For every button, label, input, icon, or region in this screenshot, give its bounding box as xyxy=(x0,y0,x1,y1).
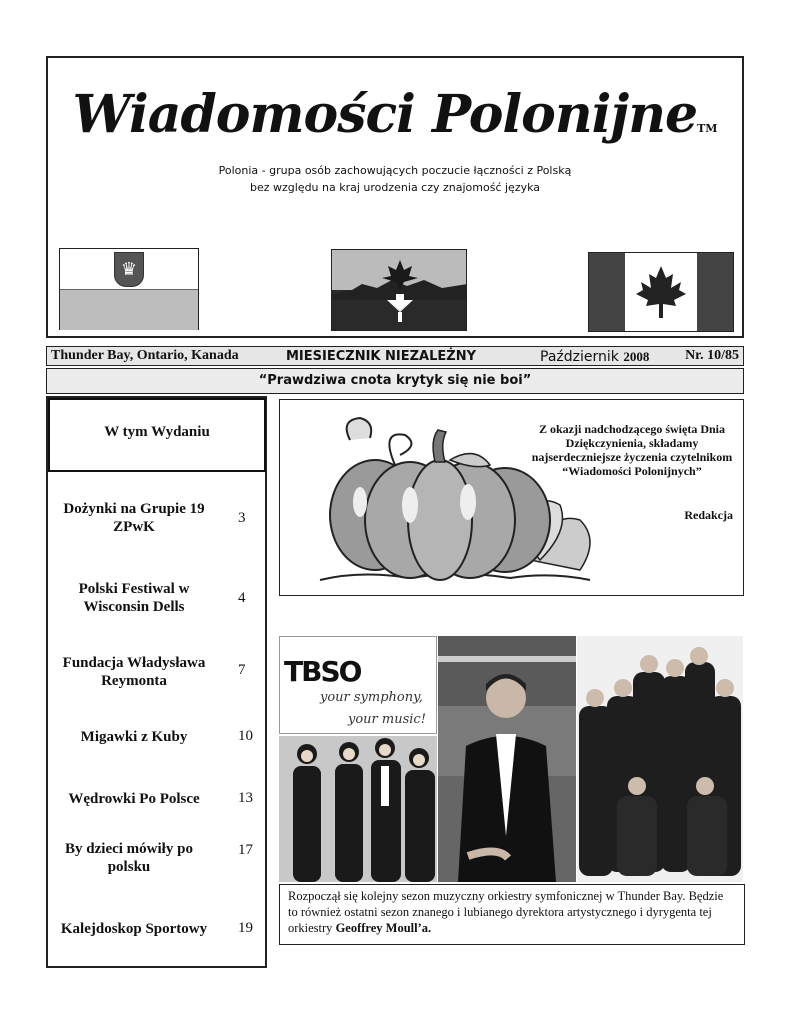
independent-monthly-label: MIESIECZNIK NIEZALEŻNY xyxy=(286,349,476,364)
toc-item-title: Dożynki na Grupie 19 ZPwK xyxy=(63,501,205,535)
toc-item-page: 17 xyxy=(238,842,253,858)
toc-item-page: 10 xyxy=(238,728,253,744)
subtitle xyxy=(48,162,742,196)
toc-item-title: Polski Festiwal w Wisconsin Dells xyxy=(78,581,190,615)
caption-conductor-name: Geoffrey Moull’a. xyxy=(335,921,432,935)
greeting-text: Z okazji nadchodzącego święta Dnia Dziękczynienia, składamy najserdeczniejsze życzenia czytelnikom “Wiadomości Polonijnych” xyxy=(531,422,733,478)
toc-item-title: Kalejdoskop Sportowy xyxy=(60,921,208,937)
tbso-tagline-1: your symphony, xyxy=(320,690,423,705)
tbso-logo: TBSO xyxy=(284,655,361,688)
trademark: TM xyxy=(697,122,718,135)
masthead-frame xyxy=(46,56,744,338)
toc-item-title: Migawki z Kuby xyxy=(80,729,188,745)
maple-leaf-icon xyxy=(636,264,686,320)
toc-item-title: Wędrowki Po Polsce xyxy=(68,791,200,807)
polish-eagle-icon: ♛ xyxy=(114,252,144,287)
tbso-tagline-2: your music! xyxy=(348,712,426,727)
issue-month: Październik xyxy=(540,349,619,365)
toc-item-page: 3 xyxy=(238,510,246,526)
location-text: Thunder Bay, Ontario, Kanada xyxy=(51,348,239,363)
quartet-photo xyxy=(279,736,437,882)
tbso-tagline xyxy=(320,687,426,731)
toc-item-title: Fundacja Władysława Reymonta xyxy=(62,655,206,689)
orchestra-group-photo xyxy=(577,636,743,882)
greeting-signature: Redakcja xyxy=(684,508,733,522)
toc-item-page: 19 xyxy=(238,920,253,936)
conductor-photo xyxy=(438,636,576,882)
toc-item-page: 7 xyxy=(238,662,246,678)
issue-info-bar xyxy=(46,346,744,366)
toc-item-title: By dzieci mówiły po polsku xyxy=(65,841,193,875)
toc-item-page: 4 xyxy=(238,590,246,606)
title-text: Wiadomości Polonijne xyxy=(72,84,698,145)
photo-caption xyxy=(279,884,745,945)
subtitle-line-2: bez względu na kraj urodzenia czy znajomość języka xyxy=(249,181,541,194)
toc-item-page: 13 xyxy=(238,790,253,806)
issue-number: Nr. 10/85 xyxy=(685,348,739,363)
thanksgiving-box xyxy=(279,399,744,596)
issue-year: 2008 xyxy=(623,349,650,364)
canadian-flag xyxy=(588,252,734,332)
table-of-contents xyxy=(46,396,267,968)
toc-heading: W tym Wydaniu xyxy=(48,398,266,472)
issue-date xyxy=(540,349,649,365)
motto-bar: “Prawdziwa cnota krytyk się nie boi” xyxy=(46,368,744,394)
newspaper-title xyxy=(48,84,742,145)
thunder-bay-flag xyxy=(331,249,467,331)
tbso-logo-panel xyxy=(279,636,437,734)
polish-flag xyxy=(59,248,199,330)
subtitle-line-1: Polonia - grupa osób zachowujących poczucie łączności z Polską xyxy=(218,164,572,177)
caption-text: Rozpoczął się kolejny sezon muzyczny orkiestry symfonicznej w Thunder Bay. Będzie to również ostatni sezon znanego i lubianego dyrektora artystycznego i dyrygenta tej orkiestry xyxy=(288,889,724,935)
